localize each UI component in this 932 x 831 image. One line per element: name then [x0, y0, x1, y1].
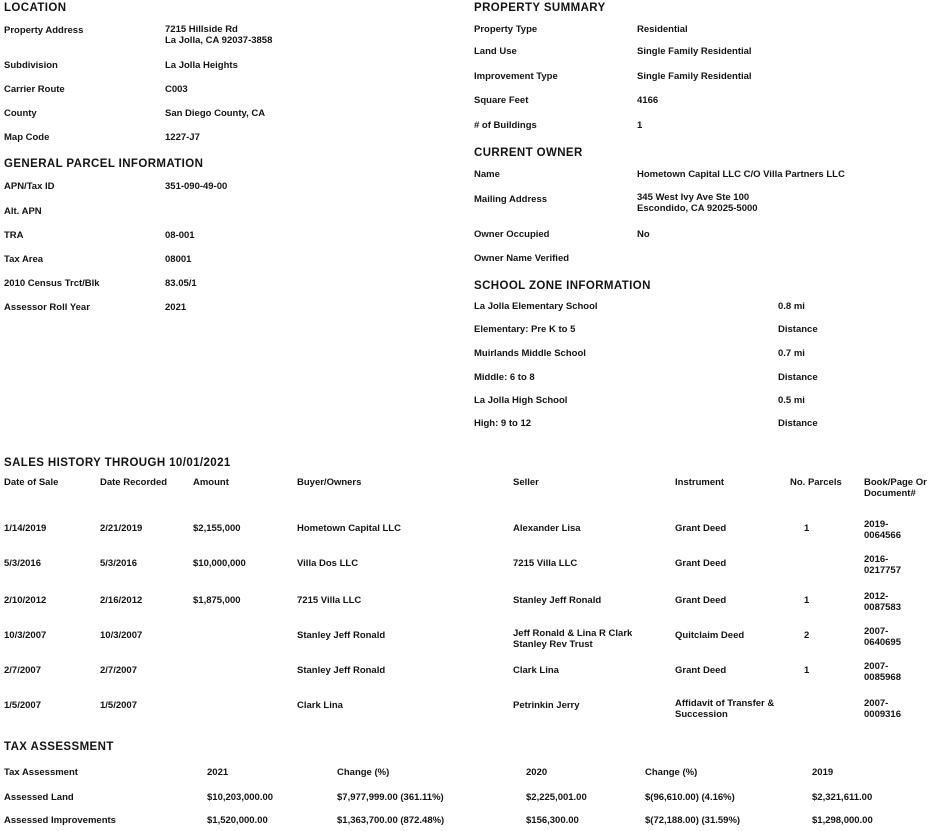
tax-header: TAX ASSESSMENT [4, 741, 114, 753]
mailing-address-label: Mailing Address [474, 194, 548, 205]
sale-date: 10/3/2007 [4, 630, 47, 641]
buyer: 7215 Villa LLC [297, 595, 362, 606]
land-use-label: Land Use [474, 46, 517, 57]
tra-label: TRA [4, 230, 24, 241]
recorded-date: 2/7/2007 [100, 665, 137, 676]
school-name: Middle: 6 to 8 [474, 372, 535, 383]
recorded-date: 2/16/2012 [100, 595, 143, 606]
document-number: 2012- 0087583 [864, 591, 901, 613]
parcel-count: 1 [804, 595, 810, 606]
carrier-route-value: C003 [165, 84, 188, 95]
instrument: Grant Deed [675, 558, 727, 569]
instrument: Grant Deed [675, 595, 727, 606]
summary-header: PROPERTY SUMMARY [474, 2, 606, 14]
sale-date: 5/3/2016 [4, 558, 41, 569]
owner-occupied-value: No [637, 229, 650, 240]
property-type-label: Property Type [474, 24, 538, 35]
county-value: San Diego County, CA [165, 108, 266, 119]
recorded-date: 2/21/2019 [100, 523, 143, 534]
recorded-date: 5/3/2016 [100, 558, 137, 569]
school-name: La Jolla Elementary School [474, 301, 598, 312]
document-number: 2019- 0064566 [864, 519, 901, 541]
sale-date: 2/10/2012 [4, 595, 47, 606]
parcel-count: 2 [804, 630, 810, 641]
school-value: 0.8 mi [778, 301, 805, 312]
square-feet-value: 4166 [637, 95, 659, 106]
sale-date: 1/5/2007 [4, 700, 41, 711]
seller: Jeff Ronald & Lina R Clark Stanley Rev Trust [513, 628, 633, 650]
tax-2020-value: $156,300.00 [526, 815, 579, 826]
tra-value: 08-001 [165, 230, 195, 241]
land-use-value: Single Family Residential [637, 46, 752, 57]
improvement-type-label: Improvement Type [474, 71, 558, 82]
tax-area-value: 08001 [165, 254, 192, 265]
instrument: Grant Deed [675, 665, 727, 676]
document-number: 2007- 0640695 [864, 626, 901, 648]
sales-col-seller: Seller [513, 477, 539, 488]
improvement-type-value: Single Family Residential [637, 71, 752, 82]
tax-row-label: Assessed Land [4, 792, 74, 803]
buildings-label: # of Buildings [474, 120, 537, 131]
tax-col-2021: 2021 [207, 767, 229, 778]
seller: Clark Lina [513, 665, 559, 676]
assessor-roll-value: 2021 [165, 302, 187, 313]
sales-col-date-of-sale: Date of Sale [4, 477, 59, 488]
tax-2021-value: $10,203,000.00 [207, 792, 274, 803]
seller: Alexander Lisa [513, 523, 581, 534]
tax-change-1-value: $1,363,700.00 (872.48%) [337, 815, 445, 826]
property-type-value: Residential [637, 24, 688, 35]
school-value: Distance [778, 418, 818, 429]
buildings-value: 1 [637, 120, 643, 131]
owner-verified-label: Owner Name Verified [474, 253, 570, 264]
school-header: SCHOOL ZONE INFORMATION [474, 280, 651, 292]
buyer: Clark Lina [297, 700, 343, 711]
alt-apn-label: Alt. APN [4, 206, 42, 217]
seller: Petrinkin Jerry [513, 700, 580, 711]
parcel-count: 1 [804, 523, 810, 534]
tax-col-2020: 2020 [526, 767, 548, 778]
tax-2020-value: $2,225,001.00 [526, 792, 587, 803]
tax-change-2-value: $(96,610.00) (4.16%) [645, 792, 735, 803]
sales-col-instrument: Instrument [675, 477, 725, 488]
school-name: High: 9 to 12 [474, 418, 532, 429]
recorded-date: 1/5/2007 [100, 700, 137, 711]
tax-row-label: Assessed Improvements [4, 815, 116, 826]
school-value: Distance [778, 372, 818, 383]
owner-occupied-label: Owner Occupied [474, 229, 550, 240]
sales-col-date-recorded: Date Recorded [100, 477, 168, 488]
tax-col-label: Tax Assessment [4, 767, 78, 778]
tax-2019-value: $1,298,000.00 [812, 815, 873, 826]
buyer: Stanley Jeff Ronald [297, 630, 386, 641]
seller: Stanley Jeff Ronald [513, 595, 602, 606]
tax-change-1-value: $7,977,999.00 (361.11%) [337, 792, 444, 803]
document-number: 2007- 0085968 [864, 661, 901, 683]
sale-date: 2/7/2007 [4, 665, 41, 676]
buyer: Stanley Jeff Ronald [297, 665, 386, 676]
tax-col-change-1: Change (%) [337, 767, 390, 778]
square-feet-label: Square Feet [474, 95, 529, 106]
assessor-roll-label: Assessor Roll Year [4, 302, 90, 313]
recorded-date: 10/3/2007 [100, 630, 143, 641]
tax-col-2019: 2019 [812, 767, 834, 778]
property-address-label: Property Address [4, 25, 84, 36]
sale-date: 1/14/2019 [4, 523, 47, 534]
owner-name-value: Hometown Capital LLC C/O Villa Partners LLC [637, 169, 845, 180]
parcel-header: GENERAL PARCEL INFORMATION [4, 158, 204, 170]
map-code-value: 1227-J7 [165, 132, 200, 143]
census-block-value: 83.05/1 [165, 278, 197, 289]
tax-2019-value: $2,321,611.00 [812, 792, 873, 803]
school-name: Muirlands Middle School [474, 348, 586, 359]
school-value: Distance [778, 324, 818, 335]
school-value: 0.7 mi [778, 348, 805, 359]
tax-area-label: Tax Area [4, 254, 44, 265]
apn-label: APN/Tax ID [4, 181, 55, 192]
document-number: 2016- 0217757 [864, 554, 901, 576]
mailing-address-value: 345 West Ivy Ave Ste 100 Escondido, CA 92025-5000 [637, 192, 758, 214]
sale-amount: $10,000,000 [193, 558, 246, 569]
sales-col-parcels: No. Parcels [790, 477, 842, 488]
sales-col-amount: Amount [193, 477, 229, 488]
buyer: Villa Dos LLC [297, 558, 359, 569]
property-address-value: 7215 Hillside Rd La Jolla, CA 92037-3858 [165, 24, 273, 46]
subdivision-value: La Jolla Heights [165, 60, 238, 71]
sale-amount: $2,155,000 [193, 523, 241, 534]
sales-col-buyer: Buyer/Owners [297, 477, 362, 488]
county-label: County [4, 108, 37, 119]
buyer: Hometown Capital LLC [297, 523, 401, 534]
instrument: Affidavit of Transfer & Succession [675, 698, 775, 720]
document-number: 2007- 0009316 [864, 698, 901, 720]
school-name: La Jolla High School [474, 395, 568, 406]
school-name: Elementary: Pre K to 5 [474, 324, 576, 335]
sale-amount: $1,875,000 [193, 595, 241, 606]
map-code-label: Map Code [4, 132, 50, 143]
carrier-route-label: Carrier Route [4, 84, 65, 95]
sales-header: SALES HISTORY THROUGH 10/01/2021 [4, 457, 231, 469]
tax-change-2-value: $(72,188.00) (31.59%) [645, 815, 741, 826]
tax-col-change-2: Change (%) [645, 767, 698, 778]
seller: 7215 Villa LLC [513, 558, 578, 569]
tax-2021-value: $1,520,000.00 [207, 815, 268, 826]
owner-name-label: Name [474, 169, 500, 180]
apn-value: 351-090-49-00 [165, 181, 228, 192]
school-value: 0.5 mi [778, 395, 805, 406]
census-block-label: 2010 Census Trct/Blk [4, 278, 100, 289]
parcel-count: 1 [804, 665, 810, 676]
owner-header: CURRENT OWNER [474, 147, 583, 159]
sales-col-book-page: Book/Page Or Document# [864, 477, 927, 499]
subdivision-label: Subdivision [4, 60, 58, 71]
instrument: Grant Deed [675, 523, 727, 534]
instrument: Quitclaim Deed [675, 630, 745, 641]
location-header: LOCATION [4, 2, 67, 14]
